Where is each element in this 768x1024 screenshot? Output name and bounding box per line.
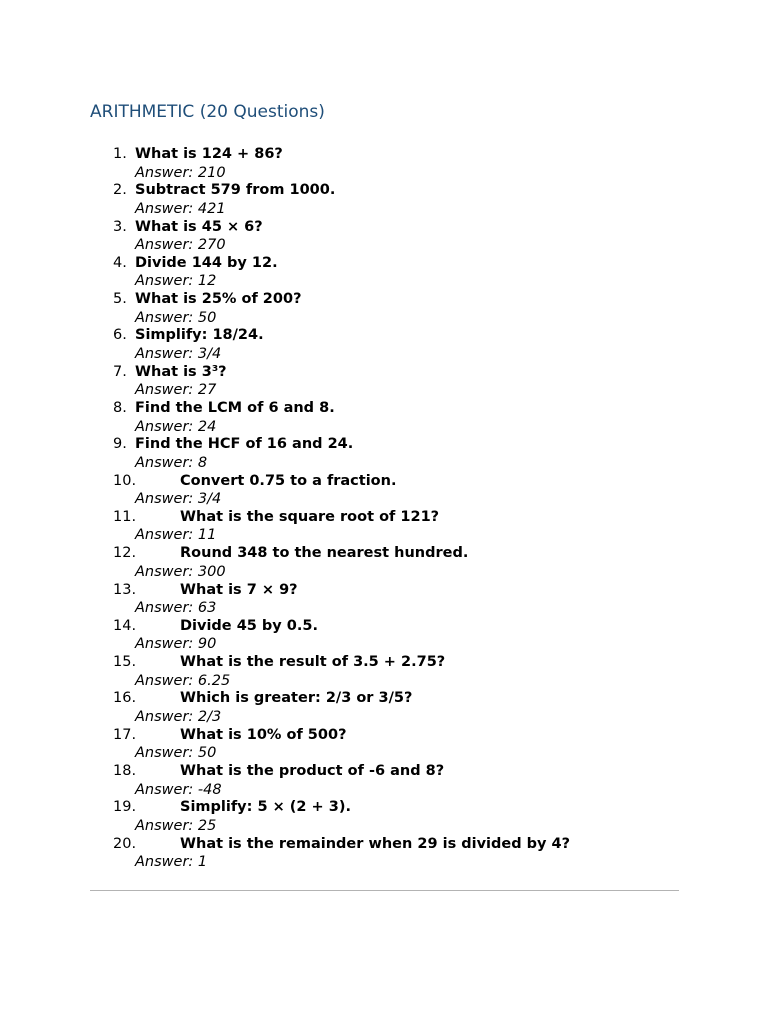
- question-item: [90, 290, 679, 326]
- question-text: Which is greater: 2/3 or 3/5?: [180, 690, 413, 707]
- answer-text: Answer: 6.25: [135, 672, 231, 689]
- question-text: What is 7 × 9?: [180, 581, 298, 598]
- question-number: 19.: [113, 799, 137, 816]
- question-text: Find the HCF of 16 and 24.: [135, 436, 354, 453]
- question-number: 17.: [113, 726, 137, 743]
- question-number: 14.: [113, 617, 137, 634]
- question-text: Find the LCM of 6 and 8.: [135, 400, 335, 417]
- section-title: ARITHMETIC (20 Questions): [90, 102, 325, 122]
- question-item: [90, 617, 679, 653]
- question-number: 1.: [113, 146, 127, 162]
- question-item: [90, 726, 679, 762]
- question-item: [90, 326, 679, 362]
- question-number: 5.: [113, 291, 127, 308]
- question-number: 20.: [113, 835, 137, 852]
- question-text: Divide 144 by 12.: [135, 254, 278, 271]
- question-item: [90, 653, 679, 689]
- question-text: Simplify: 5 × (2 + 3).: [180, 799, 351, 816]
- question-item: [90, 181, 679, 217]
- question-text: Subtract 579 from 1000.: [135, 182, 336, 199]
- question-text: What is 45 × 6?: [135, 218, 263, 235]
- question-number: 4.: [113, 254, 127, 271]
- question-item: [90, 835, 679, 871]
- question-item: [90, 581, 679, 617]
- answer-text: Answer: 50: [135, 309, 217, 326]
- question-item: [90, 218, 679, 254]
- question-item: [90, 145, 679, 181]
- answer-text: Answer: 270: [135, 237, 226, 254]
- question-text: What is 3³?: [135, 363, 227, 380]
- question-item: [90, 254, 679, 290]
- question-text: Simplify: 18/24.: [135, 327, 264, 344]
- answer-text: Answer: 421: [135, 200, 226, 217]
- question-number: 11.: [113, 508, 137, 525]
- question-text: Divide 45 by 0.5.: [180, 617, 318, 634]
- answer-text: Answer: 12: [135, 273, 217, 290]
- answer-text: Answer: 25: [135, 817, 217, 834]
- question-text: What is the result of 3.5 + 2.75?: [180, 654, 446, 671]
- answer-text: Answer: 24: [135, 418, 217, 435]
- question-number: 7.: [113, 363, 127, 380]
- section-divider: [90, 890, 679, 891]
- answer-text: Answer: 90: [135, 636, 217, 653]
- answer-text: Answer: 3/4: [135, 345, 222, 362]
- answer-text: Answer: 63: [135, 600, 217, 617]
- question-number: 12.: [113, 545, 137, 562]
- question-number: 16.: [113, 690, 137, 707]
- question-item: [90, 435, 679, 471]
- question-text: What is 10% of 500?: [180, 726, 347, 743]
- question-item: [90, 544, 679, 580]
- question-number: 3.: [113, 218, 127, 235]
- answer-text: Answer: 3/4: [135, 491, 222, 508]
- question-number: 10.: [113, 472, 137, 489]
- question-list: [90, 145, 679, 871]
- question-text: What is the square root of 121?: [180, 508, 440, 525]
- question-number: 6.: [113, 327, 127, 344]
- question-text: What is 124 + 86?: [135, 146, 283, 162]
- question-number: 15.: [113, 654, 137, 671]
- question-number: 13.: [113, 581, 137, 598]
- question-item: [90, 363, 679, 399]
- question-number: 2.: [113, 182, 127, 199]
- question-item: [90, 472, 679, 508]
- answer-text: Answer: 11: [135, 527, 217, 544]
- question-text: Convert 0.75 to a fraction.: [180, 472, 397, 489]
- question-item: [90, 689, 679, 725]
- question-item: [90, 508, 679, 544]
- answer-text: Answer: -48: [135, 781, 222, 798]
- question-item: [90, 399, 679, 435]
- question-item: [90, 798, 679, 834]
- answer-text: Answer: 1: [135, 854, 208, 871]
- question-number: 18.: [113, 763, 137, 780]
- question-text: What is the product of -6 and 8?: [180, 763, 445, 780]
- answer-text: Answer: 50: [135, 745, 217, 762]
- question-text: What is the remainder when 29 is divided by 4?: [180, 835, 571, 852]
- answer-text: Answer: 2/3: [135, 708, 222, 725]
- question-number: 9.: [113, 436, 127, 453]
- question-text: Round 348 to the nearest hundred.: [180, 545, 469, 562]
- answer-text: Answer: 8: [135, 454, 208, 471]
- answer-text: Answer: 210: [135, 164, 226, 181]
- question-text: What is 25% of 200?: [135, 291, 302, 308]
- question-number: 8.: [113, 400, 127, 417]
- answer-text: Answer: 300: [135, 563, 226, 580]
- answer-text: Answer: 27: [135, 382, 217, 399]
- question-item: [90, 762, 679, 798]
